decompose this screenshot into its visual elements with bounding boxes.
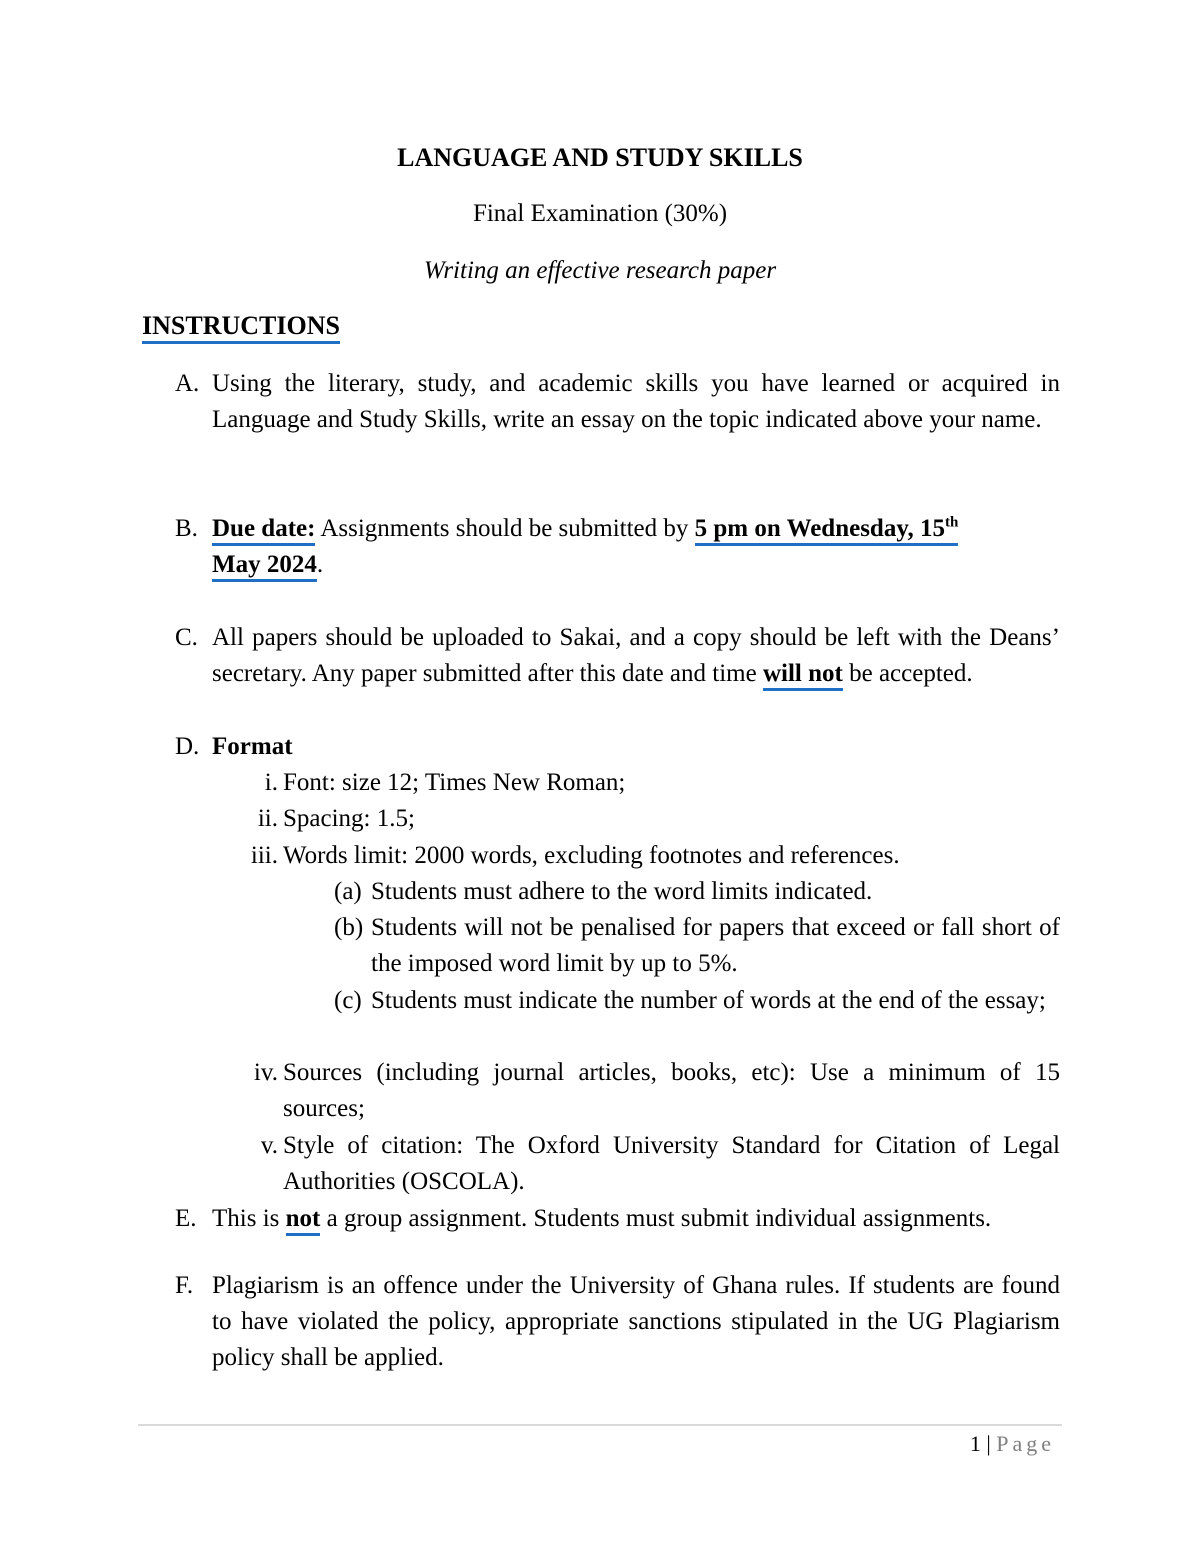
format-item-iii	[240, 838, 1060, 874]
due-date-label: Due date:	[212, 515, 315, 546]
format-item-ii	[240, 801, 1060, 837]
due-date-deadline-part1: 5 pm on Wednesday, 15th	[695, 515, 959, 546]
instruction-item-d	[175, 729, 1060, 765]
page-number: 1	[969, 1431, 981, 1456]
subsub-text: Students must adhere to the word limits indicated.	[371, 878, 873, 905]
instruction-item-b	[175, 511, 1060, 583]
instruction-item-c	[175, 620, 1060, 692]
instructions-heading	[142, 310, 340, 344]
page-separator: |	[986, 1431, 991, 1456]
sub-text: Style of citation: The Oxford University Standard for Citation of Legal Authorities (OSCOLA).	[283, 1132, 1060, 1195]
word-limit-item-b	[334, 910, 1060, 982]
footer-rule	[138, 1424, 1062, 1426]
sub-text: Spacing: 1.5;	[283, 805, 415, 832]
sub-marker: v.	[260, 1132, 278, 1159]
page-footer	[970, 1430, 1055, 1458]
sub-marker: i.	[264, 769, 278, 796]
due-date-deadline-part2: May 2024	[212, 551, 317, 582]
sub-text: Sources (including journal articles, books, etc): Use a minimum of 15 sources;	[283, 1059, 1060, 1122]
item-text: Plagiarism is an offence under the University of Ghana rules. If students are found to have violated the policy, appropriate sanctions stipulated in the UG Plagiarism policy shall be applied.	[212, 1272, 1060, 1371]
instruction-item-e	[175, 1201, 1060, 1237]
page-label: Page	[996, 1431, 1055, 1456]
not-emphasis: not	[286, 1205, 321, 1236]
due-date-text: Assignments should be submitted by	[315, 515, 695, 542]
item-text: This is not a group assignment. Students must submit individual assignments.	[212, 1201, 1060, 1237]
will-not-emphasis: will not	[763, 660, 843, 691]
sub-marker: ii.	[257, 805, 278, 832]
document-title: LANGUAGE AND STUDY SKILLS	[397, 143, 803, 172]
format-item-i	[240, 765, 1060, 801]
subsub-marker: (b)	[334, 914, 364, 941]
sub-text: Font: size 12; Times New Roman;	[283, 769, 626, 796]
format-item-iv	[240, 1055, 1060, 1127]
subsub-text: Students must indicate the number of words at the end of the essay;	[371, 987, 1046, 1014]
item-marker: C.	[175, 624, 198, 651]
format-item-v	[240, 1128, 1060, 1200]
item-text: All papers should be uploaded to Sakai, and a copy should be left with the Deans’ secretary. Any paper submitted after this date and time will not be accepted.	[212, 620, 1060, 692]
instructions-heading-text: INSTRUCTIONS	[142, 312, 340, 344]
subsub-text: Students will not be penalised for papers that exceed or fall short of the imposed word limit by up to 5%.	[371, 914, 1060, 977]
item-marker: B.	[175, 515, 198, 542]
format-label: Format	[212, 733, 293, 760]
sub-marker: iii.	[250, 842, 278, 869]
word-limit-item-a	[334, 874, 1060, 910]
subsub-marker: (a)	[334, 878, 362, 905]
word-limit-item-c	[334, 983, 1060, 1019]
essay-topic: Writing an effective research paper	[423, 257, 777, 284]
item-marker: A.	[175, 370, 200, 397]
item-text	[212, 511, 1060, 583]
instruction-item-a	[175, 366, 1060, 438]
ordinal-suffix: th	[944, 514, 959, 531]
due-date-period: .	[316, 551, 324, 578]
sub-text: Words limit: 2000 words, excluding footnotes and references.	[283, 842, 900, 869]
subsub-marker: (c)	[334, 987, 362, 1014]
document-subtitle: Final Examination (30%)	[472, 200, 728, 227]
sub-marker: iv.	[253, 1059, 278, 1086]
item-marker: D.	[175, 733, 200, 760]
instruction-item-f	[175, 1268, 1060, 1376]
item-marker: E.	[175, 1205, 197, 1232]
item-marker: F.	[175, 1272, 194, 1299]
item-text: Using the literary, study, and academic skills you have learned or acquired in Language and Study Skills, write an essay on the topic indicated above your name.	[212, 370, 1060, 433]
